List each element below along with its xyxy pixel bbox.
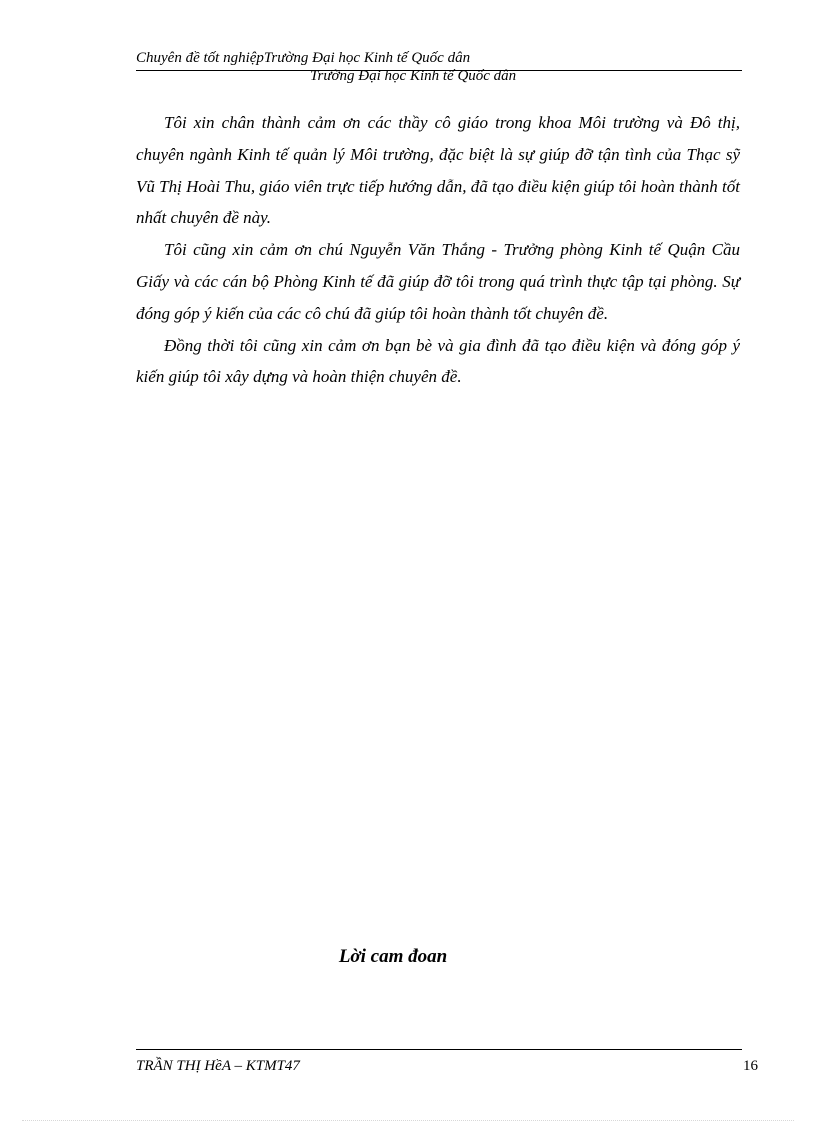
- footer-divider: [136, 1049, 742, 1050]
- paragraph: Tôi xin chân thành cảm ơn các thầy cô giáo trong khoa Môi trường và Đô thị, chuyên ngành Kinh tế quản lý Môi trường, đặc biệt là sự giúp đỡ tận tình của Thạc sỹ Vũ Thị Hoài Thu, giáo viên trực tiếp hướng dẫn, đã tạo điều kiện giúp tôi hoàn thành tốt nhất chuyên đề này.: [136, 113, 740, 228]
- header-subtitle: Trường Đại học Kinh tế Quốc dân: [310, 68, 517, 84]
- header-title: Chuyên đề tốt nghiệpTrường Đại học Kinh tế Quốc dân: [136, 50, 471, 66]
- page-header: [136, 48, 742, 83]
- paragraph: Tôi cũng xin cảm ơn chú Nguyễn Văn Thắng - Trưởng phòng Kinh tế Quận Cầu Giấy và các cán bộ Phòng Kinh tế đã giúp đỡ tôi trong quá trình thực tập tại phòng. Sự đóng góp ý kiến của các cô chú đã giúp tôi hoàn thành tốt chuyên đề.: [136, 240, 740, 323]
- paragraph: Đồng thời tôi cũng xin cảm ơn bạn bè và gia đình đã tạo điều kiện và đóng góp ý kiến giúp tôi xây dựng và hoàn thiện chuyên đề.: [136, 335, 740, 387]
- page-edge: [22, 1120, 794, 1121]
- footer-author: TRẦN THỊ HềA – KTMT47: [136, 1058, 300, 1074]
- acknowledgement-body: [136, 107, 740, 393]
- page-number: 16: [743, 1058, 758, 1074]
- page-footer: [136, 1049, 758, 1080]
- section-heading: Lời cam đoan: [338, 946, 448, 967]
